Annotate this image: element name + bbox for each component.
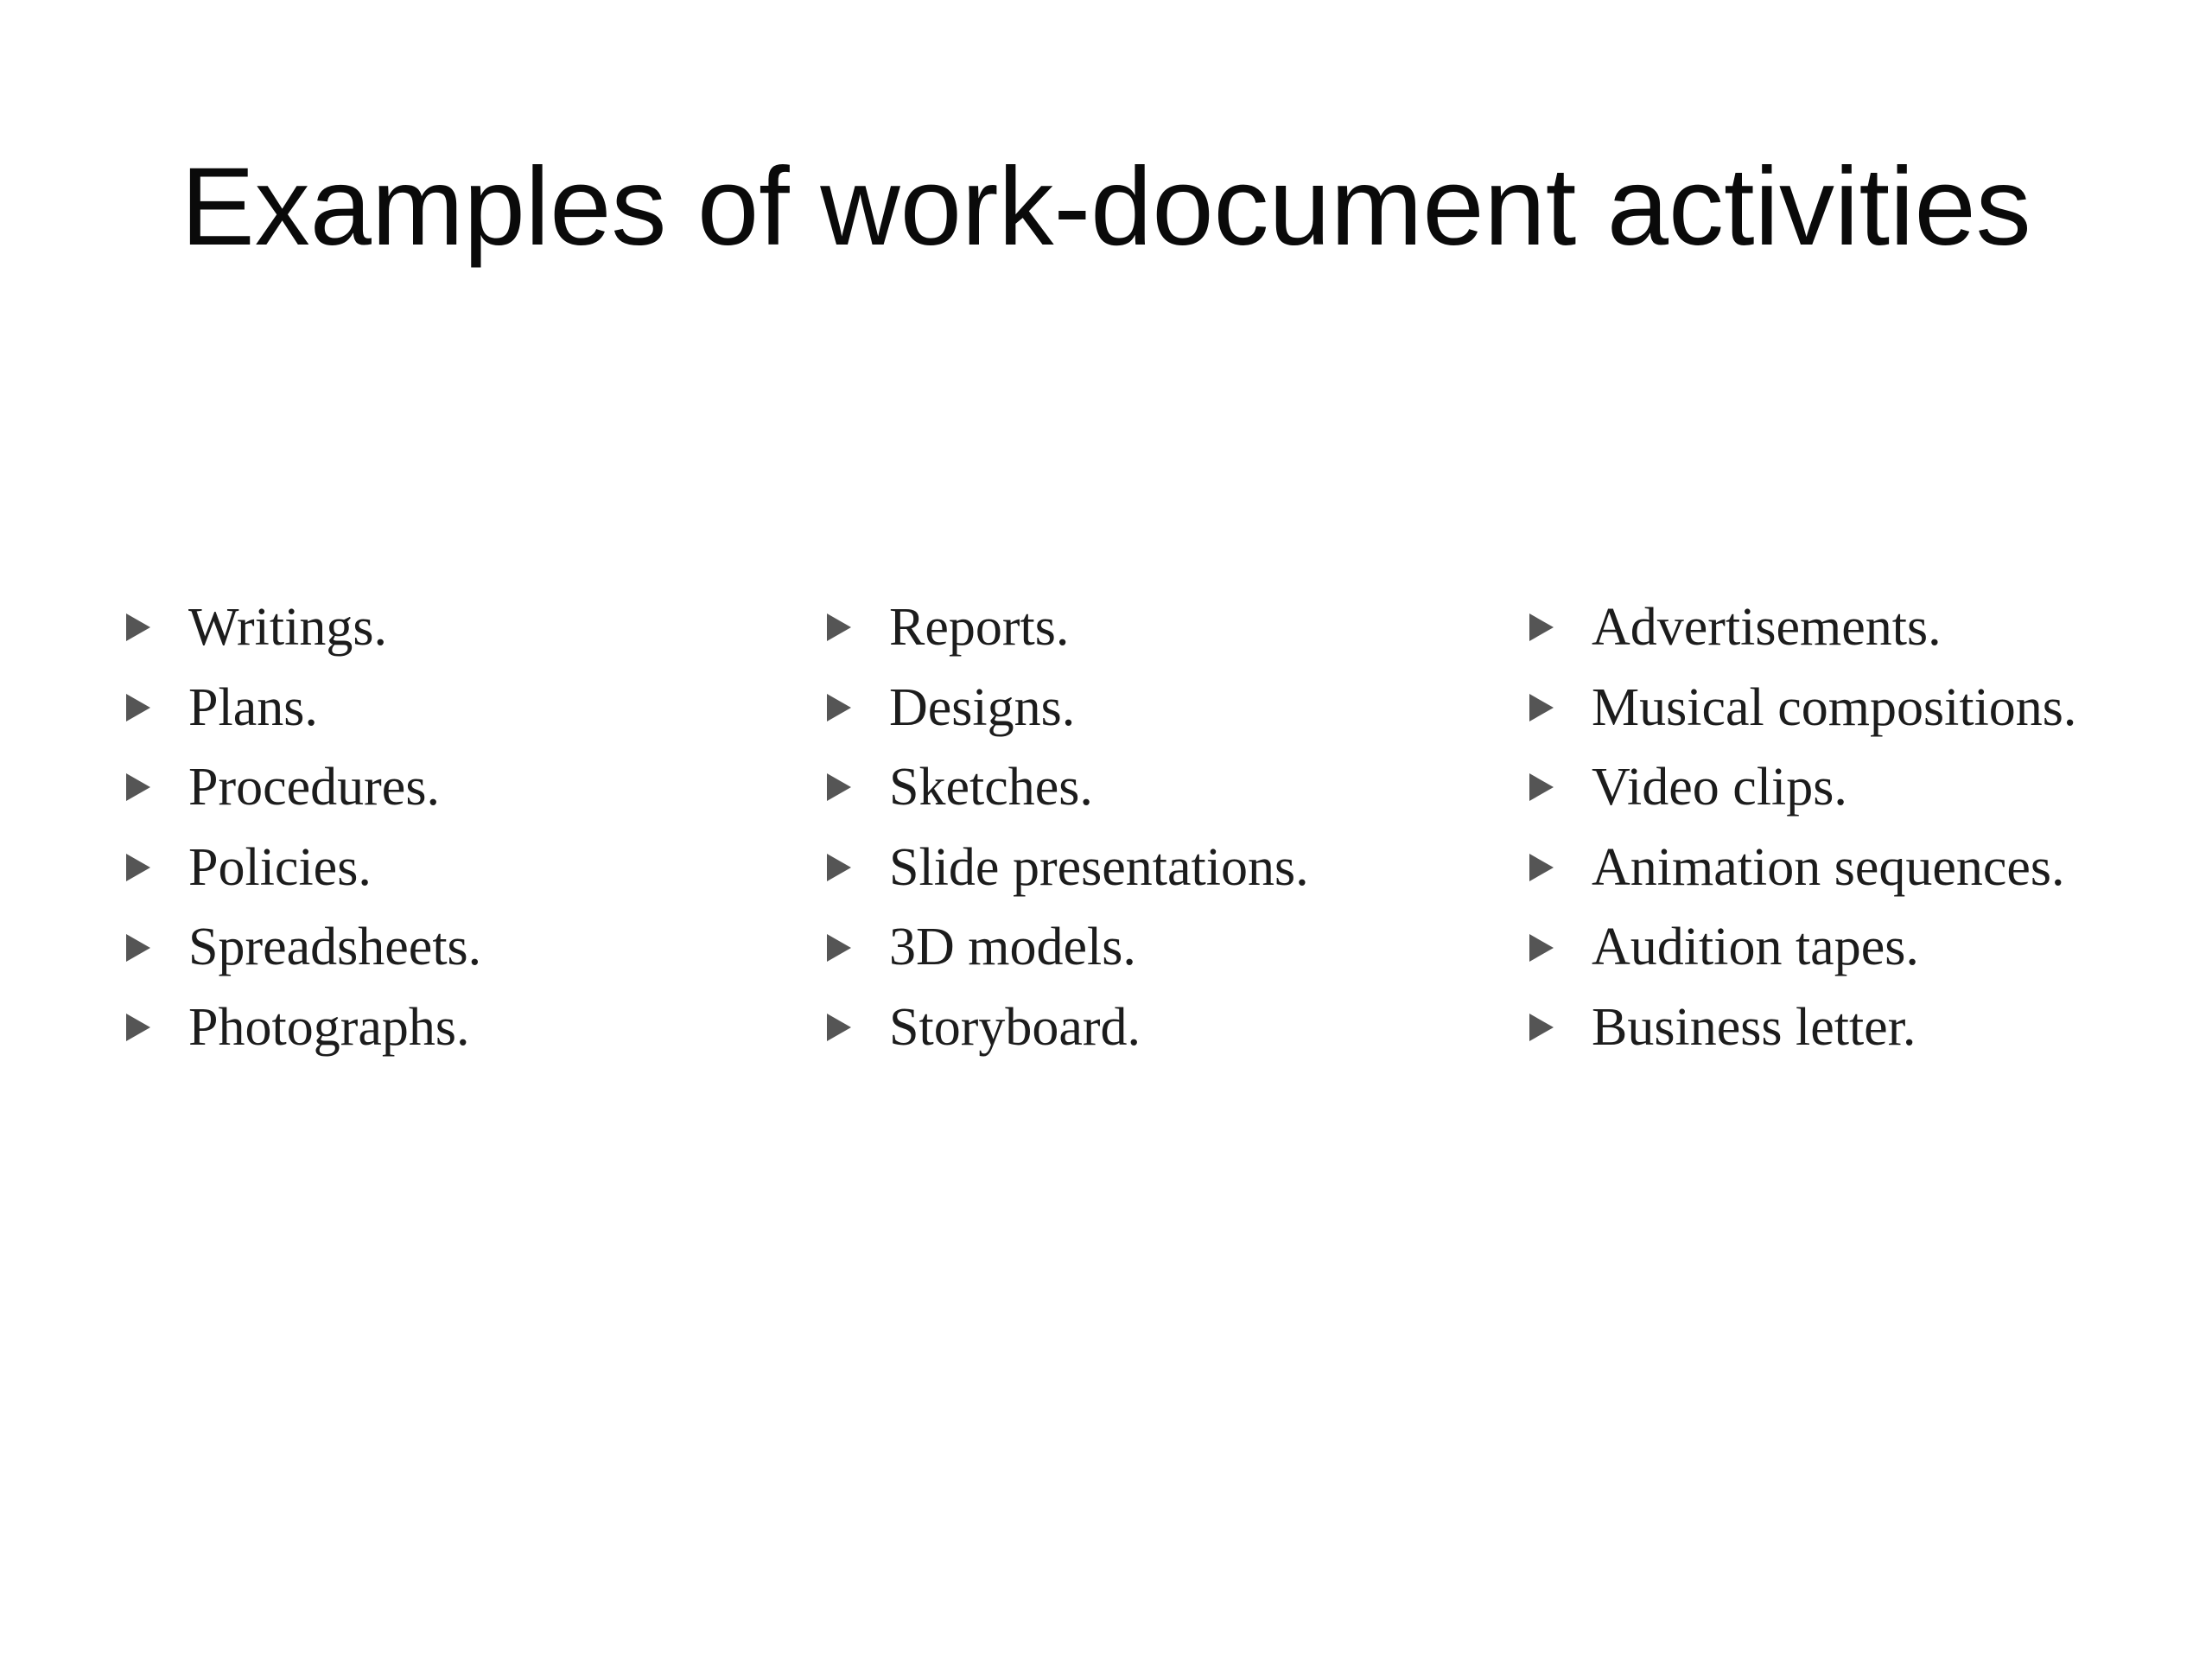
list-item [1529, 747, 2212, 828]
list-item [1529, 588, 2212, 668]
list-item [827, 747, 1535, 828]
triangle-right-icon [126, 694, 150, 721]
list-item [126, 668, 835, 748]
list-item [827, 907, 1535, 988]
list-item [126, 828, 835, 908]
bullet-list-column-3 [1529, 588, 2212, 1068]
list-item [126, 747, 835, 828]
list-item-label: Video clips. [1592, 758, 1847, 817]
bullet-list-column-1 [126, 588, 835, 1068]
triangle-right-icon [1529, 1014, 1554, 1041]
list-item [1529, 668, 2212, 748]
list-item [1529, 988, 2212, 1068]
triangle-right-icon [827, 694, 851, 721]
list-item [1529, 828, 2212, 908]
triangle-right-icon [126, 773, 150, 801]
list-item [827, 828, 1535, 908]
triangle-right-icon [1529, 934, 1554, 962]
list-item [827, 588, 1535, 668]
list-item-label: 3D models. [889, 918, 1136, 977]
list-item [1529, 907, 2212, 988]
triangle-right-icon [827, 934, 851, 962]
list-item-label: Slide presentations. [889, 837, 1309, 897]
list-item-label: Sketches. [889, 758, 1093, 817]
list-item [827, 988, 1535, 1068]
list-item-label: Storyboard. [889, 997, 1141, 1057]
bullet-columns [0, 588, 2212, 1106]
list-item-label: Advertisements. [1592, 598, 1942, 657]
triangle-right-icon [827, 613, 851, 641]
list-item-label: Designs. [889, 677, 1076, 737]
triangle-right-icon [126, 1014, 150, 1041]
list-item-label: Reports. [889, 598, 1070, 657]
list-item [126, 588, 835, 668]
list-item-label: Photographs. [188, 997, 470, 1057]
list-item-label: Writings. [188, 598, 387, 657]
triangle-right-icon [126, 934, 150, 962]
triangle-right-icon [1529, 694, 1554, 721]
triangle-right-icon [827, 773, 851, 801]
triangle-right-icon [827, 1014, 851, 1041]
list-item-label: Audition tapes. [1592, 918, 1919, 977]
triangle-right-icon [1529, 854, 1554, 881]
slide-title: Examples of work-document activities [181, 145, 2031, 269]
triangle-right-icon [1529, 613, 1554, 641]
list-item-label: Plans. [188, 677, 318, 737]
triangle-right-icon [827, 854, 851, 881]
list-item [126, 988, 835, 1068]
triangle-right-icon [1529, 773, 1554, 801]
list-item-label: Procedures. [188, 758, 440, 817]
triangle-right-icon [126, 854, 150, 881]
bullet-list-column-2 [827, 588, 1535, 1068]
list-item [827, 668, 1535, 748]
list-item-label: Policies. [188, 837, 372, 897]
list-item-label: Musical compositions. [1592, 677, 2077, 737]
list-item [126, 907, 835, 988]
triangle-right-icon [126, 613, 150, 641]
list-item-label: Spreadsheets. [188, 918, 482, 977]
list-item-label: Business letter. [1592, 997, 1916, 1057]
list-item-label: Animation sequences. [1592, 837, 2065, 897]
